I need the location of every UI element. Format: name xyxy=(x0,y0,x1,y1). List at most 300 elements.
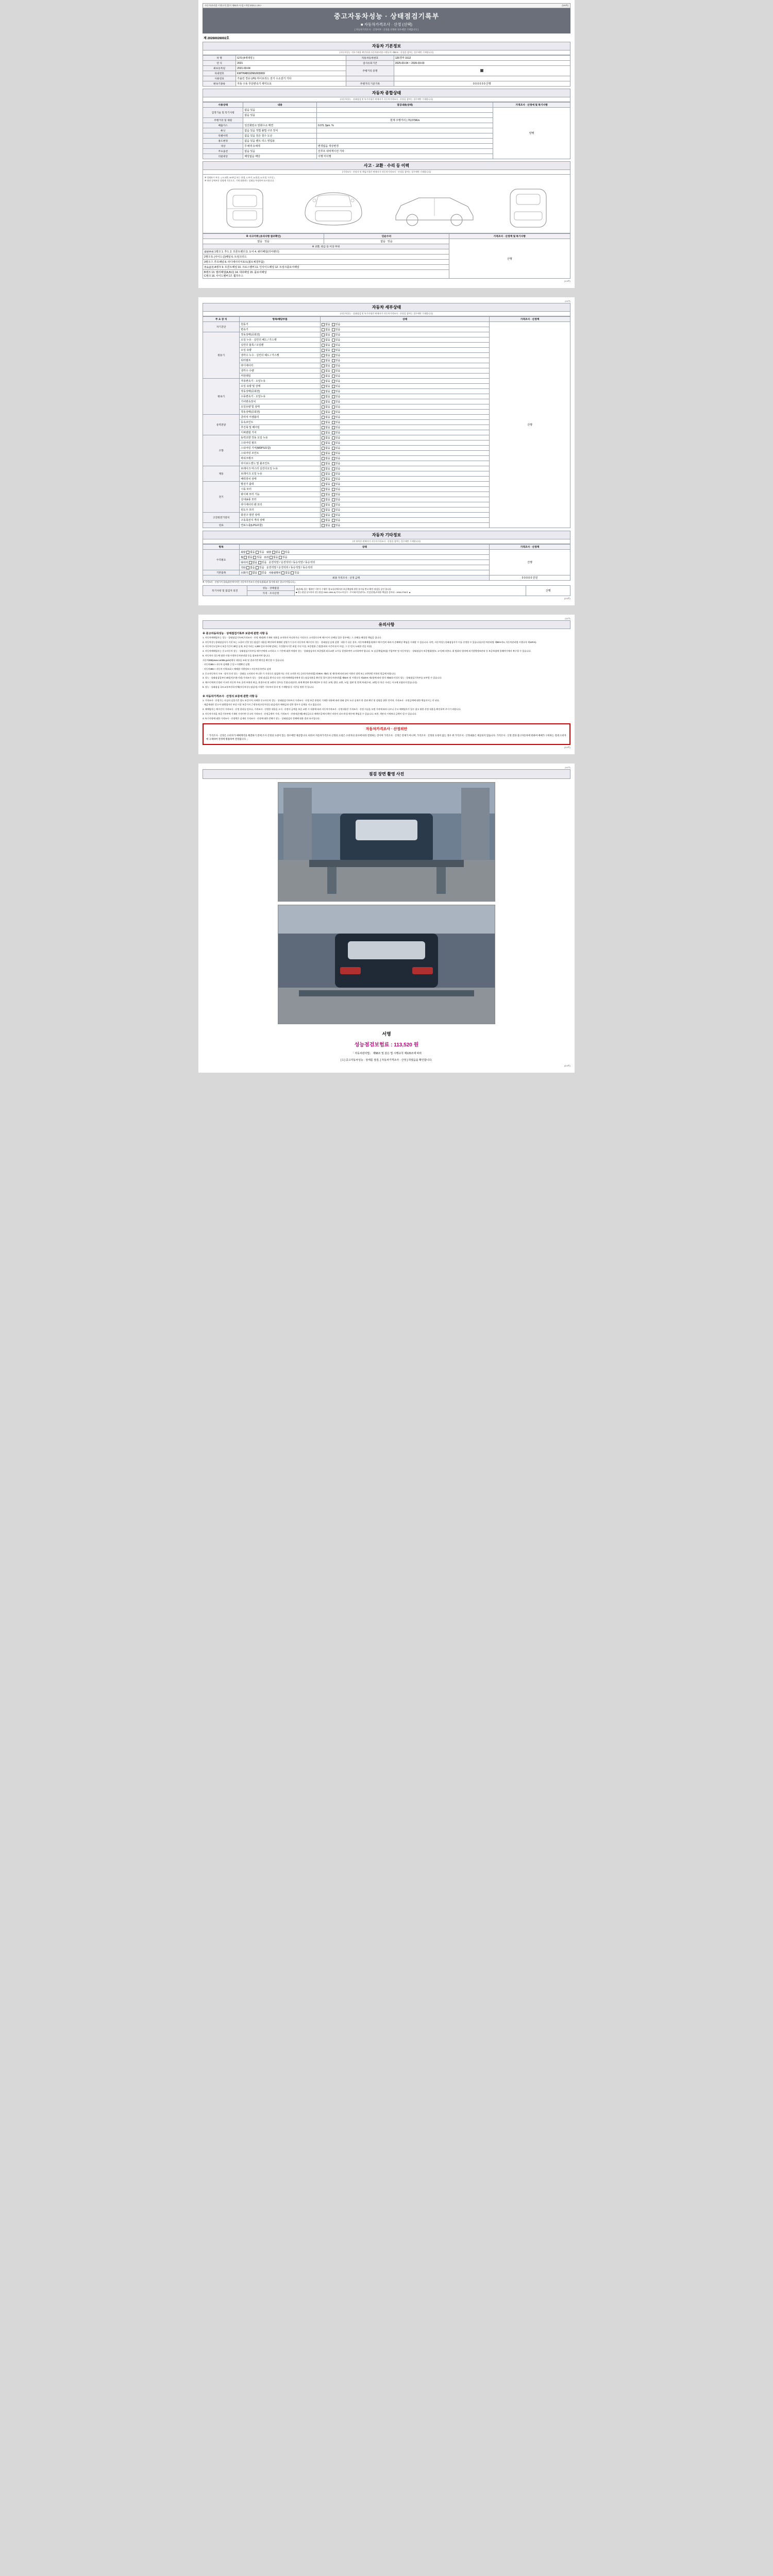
overall-row-8-b[interactable]: 없음 있음 xyxy=(243,149,317,154)
other-opt-0-0: 없음 xyxy=(249,551,255,554)
transmission-options[interactable]: 자동 수동 무단변속기 세미오토 xyxy=(236,81,346,87)
checkbox-icon[interactable] xyxy=(322,514,325,517)
detail-state-0-0[interactable] xyxy=(321,322,490,327)
frame-level-0: 1랭크 xyxy=(214,250,221,253)
other-opt2-0-1: 있음 xyxy=(284,551,290,554)
checkbox-icon[interactable] xyxy=(322,478,325,481)
tire-positions: 운전석앞 / 운전석뒤 / 동승석앞 / 동승석뒤 xyxy=(268,561,315,564)
detail-state-2-0[interactable] xyxy=(321,379,490,384)
damage-legend-2: ※ 하단 상세부분 설명에 기준으로, 기재 대용하는 상태를 특정하여 표시합니다. xyxy=(205,179,275,182)
warnings-list-2 xyxy=(203,699,570,721)
document-header-note: [ 자동차가격조사 · 산정여부 : 산정을 선택한 경우에만 기재합니다 ] xyxy=(355,28,418,31)
detail-item-1-2: 실린더 블록 / 오일팬 xyxy=(240,343,321,348)
overall-remark: 양행 xyxy=(493,108,570,159)
signature-notes xyxy=(295,586,526,596)
warning-item-2-1: · 제값제대로 알고서 대행업자인 보상 이상 보증가지 근정통의(자동차성능점검자)가 매매금과 강한 경우가 실제를 지고 없습니다. xyxy=(203,703,322,706)
detail-state-6-5[interactable] xyxy=(321,507,490,513)
checkbox-icon[interactable] xyxy=(281,571,284,574)
table-header-row xyxy=(203,234,570,239)
sign-row-1-label: 성능 · 상태점검 xyxy=(247,586,295,591)
accident-history-value[interactable]: 없음 있음 xyxy=(203,239,324,244)
frame-level-4: B랭크 xyxy=(204,271,211,274)
checkbox-icon[interactable] xyxy=(332,457,335,460)
other-col-1: 상태 xyxy=(240,545,490,550)
overall-row-1-c xyxy=(317,113,493,118)
detail-item-4-1: 스티어링 펌프 xyxy=(240,440,321,446)
detail-state-option: 있음 xyxy=(335,498,342,501)
checkbox-icon[interactable] xyxy=(258,571,261,574)
detail-state-option: 없음 xyxy=(325,493,332,496)
checkbox-icon[interactable] xyxy=(322,436,325,439)
detail-state-6-0[interactable] xyxy=(321,482,490,487)
checkbox-icon[interactable] xyxy=(322,431,325,434)
detail-item-2-6: 작동상태(공회전) xyxy=(240,410,321,415)
checkbox-icon[interactable] xyxy=(322,323,325,326)
detail-state-1-5[interactable] xyxy=(321,358,490,363)
other-row-3[interactable] xyxy=(240,565,490,570)
other-row-0[interactable] xyxy=(240,550,490,555)
checkbox-icon[interactable] xyxy=(270,556,273,559)
overall-row-9-b[interactable]: 해당없음 해당 xyxy=(243,154,317,159)
checkbox-icon[interactable] xyxy=(322,503,325,506)
detail-group-6: 전기 xyxy=(203,482,240,513)
detail-state-option: 없음 xyxy=(325,323,332,326)
checkbox-icon[interactable] xyxy=(332,498,335,501)
checkbox-icon[interactable] xyxy=(332,328,335,331)
checkbox-icon[interactable] xyxy=(322,395,325,398)
checkbox-icon[interactable] xyxy=(332,493,335,496)
checkbox-icon[interactable] xyxy=(291,571,294,574)
other-key2-0: 내장 xyxy=(266,551,272,554)
checkbox-icon[interactable] xyxy=(322,421,325,424)
other-opt-1-0: 없음 xyxy=(247,556,253,559)
other-opt-4-0: 없음 xyxy=(252,571,258,574)
checkbox-icon[interactable] xyxy=(246,551,249,554)
detail-state-1-6[interactable] xyxy=(321,363,490,368)
detail-state-4-4[interactable] xyxy=(321,456,490,461)
checkbox-icon[interactable] xyxy=(480,69,483,72)
checkbox-icon[interactable] xyxy=(332,359,335,362)
checkbox-icon[interactable] xyxy=(322,452,325,455)
fee-value: 113,520 원 xyxy=(394,1042,419,1048)
detail-group-8: 연료 xyxy=(203,523,240,528)
page-3-topmark: (3/4쪽) xyxy=(565,618,570,620)
overall-row-5-b[interactable]: 없음 있음 전손 침수 도난 xyxy=(243,133,317,139)
other-opt2-1-1: 있음 xyxy=(282,556,288,559)
frame-row-1 xyxy=(203,255,449,260)
detail-state-option: 있음 xyxy=(335,519,342,522)
overall-row-0-c xyxy=(317,108,493,113)
detail-state-2-6[interactable] xyxy=(321,410,490,415)
checkbox-icon[interactable] xyxy=(249,561,252,564)
detail-state-1-7[interactable] xyxy=(321,368,490,374)
detail-state-option: 있음 xyxy=(335,400,342,403)
legal-notice-body: 「 가격조사 · 산정은 소비자가 매매계약을 체결하기 전에 조사 산정의 요청이 있는 경우에만 제공합니다. 따라서 자동차가격조사·산정의 요청은 소비자의 의사에 따라 결정하는 것이며 가격조사 · 산정은 강제가 아니며, 가격조사 · 산정의 요청이 없는 경우 위 가격조사 · 산정내용은 제공되지 않습니다. 가격조사 · 산정 결과 중고자동차에 한하여 매매가 구비하는 절대 소비자에 규제하여 결정에 활용하여 결정됩니다. 」 xyxy=(206,734,566,740)
checkbox-icon[interactable] xyxy=(322,524,325,527)
detail-state-option: 있음 xyxy=(335,478,342,481)
detail-state-6-3[interactable] xyxy=(321,497,490,502)
checkbox-icon[interactable] xyxy=(332,488,335,491)
other-row-1[interactable] xyxy=(240,555,490,560)
checkbox-icon[interactable] xyxy=(332,416,335,419)
checkbox-icon[interactable] xyxy=(332,431,335,434)
detail-state-option: 없음 xyxy=(325,338,332,342)
checkbox-icon[interactable] xyxy=(332,514,335,517)
detail-state-4-1[interactable] xyxy=(321,440,490,446)
detail-state-3-0[interactable] xyxy=(321,415,490,420)
section-sub-detail: (자동차성능 · 상태점검 및 특기사항은 판매자가 자동차가격조사 · 산정을 참여는 경우에만 기재합니다) xyxy=(203,312,570,316)
checkbox-icon[interactable] xyxy=(246,566,249,569)
overall-row-8-a: 주요옵션 xyxy=(203,149,243,154)
other-key2-4: 사용설명서 xyxy=(268,572,281,574)
checkbox-icon[interactable] xyxy=(332,519,335,522)
checkbox-icon[interactable] xyxy=(332,400,335,403)
detail-item-0-0: 원동기 xyxy=(240,322,321,327)
detail-state-option: 없음 xyxy=(325,488,332,491)
checkbox-icon[interactable] xyxy=(322,488,325,491)
detail-item-4-5: 타이로드엔드 및 볼조인트 xyxy=(240,461,321,466)
detail-state-option: 있음 xyxy=(335,457,342,460)
checkbox-icon[interactable] xyxy=(332,354,335,357)
basic-label-2: 최초등록일 xyxy=(203,66,236,71)
other-opt2-4-0: 없음 xyxy=(285,571,290,574)
basic-value2-1: 2025-03-04 ~ 2026-03-03 xyxy=(394,61,570,66)
detail-state-3-2[interactable] xyxy=(321,425,490,430)
detail-state-option: 있음 xyxy=(335,514,342,517)
checkbox-icon[interactable] xyxy=(332,509,335,512)
detail-item-7-0: 충전구 절연 상태 xyxy=(240,513,321,518)
detail-state-option: 없음 xyxy=(325,483,332,486)
overall-row-3-b[interactable]: 일산화탄소 탄화수소 매연 xyxy=(243,123,317,128)
inspection-photo-rear xyxy=(278,905,495,1024)
checkbox-icon[interactable] xyxy=(322,385,325,388)
section-title-warnings: 유의사항 xyxy=(203,620,570,629)
checkbox-icon[interactable] xyxy=(322,462,325,465)
detail-state-6-4[interactable] xyxy=(321,502,490,507)
detail-item-1-3: 오일 유량 xyxy=(240,348,321,353)
detail-state-option: 있음 xyxy=(335,385,342,388)
page-4 xyxy=(198,764,575,1073)
detail-item-4-4: 파워크랭크 xyxy=(240,456,321,461)
other-key-4: 소화기 xyxy=(241,572,248,574)
detail-state-option: 없음 xyxy=(325,354,332,357)
checkbox-icon[interactable] xyxy=(332,344,335,347)
detail-state-option: 있음 xyxy=(335,421,342,424)
overall-row-5-a: 특별이력 xyxy=(203,133,243,139)
basic-value-0: G70 (4세대열 ) xyxy=(236,56,346,61)
checkbox-icon[interactable] xyxy=(332,411,335,414)
car-side-view-icon xyxy=(391,185,478,231)
page-1-topbar xyxy=(203,3,570,8)
detail-state-option: 없음 xyxy=(325,514,332,517)
checkbox-icon[interactable] xyxy=(332,380,335,383)
detail-state-option: 있음 xyxy=(335,447,342,450)
detail-state-4-5[interactable] xyxy=(321,461,490,466)
checkbox-icon[interactable] xyxy=(332,375,335,378)
detail-state-2-2[interactable] xyxy=(321,389,490,394)
other-row-4[interactable] xyxy=(240,570,490,575)
detail-state-option: 없음 xyxy=(325,400,332,403)
car-diagram xyxy=(205,182,568,231)
warning-item-5: 자동차365(www.car365.go.kr)에서 내용을 조회 및 결과기반 확인을 확인할 수 있습니다. xyxy=(203,658,284,662)
other-info-table xyxy=(203,544,570,581)
overall-row-9-c[interactable]: 이행 미이행 xyxy=(317,154,493,159)
checkbox-icon[interactable] xyxy=(272,551,275,554)
checkbox-icon[interactable] xyxy=(332,447,335,450)
overall-row-6-b[interactable]: 없음 있음 렌트 리스 영업용 xyxy=(243,139,317,144)
checkbox-icon[interactable] xyxy=(332,524,335,527)
checkbox-icon[interactable] xyxy=(332,472,335,476)
checkbox-icon[interactable] xyxy=(322,472,325,476)
detail-state-option: 있음 xyxy=(335,405,342,409)
overall-row-0-a: 검정기술 및 특기사항 xyxy=(203,108,243,118)
checkbox-icon[interactable] xyxy=(322,354,325,357)
signature-stamp: 산행 xyxy=(526,586,570,596)
frame-level-3: A랭크 xyxy=(214,266,221,269)
inspection-insurance-fee xyxy=(203,1038,570,1050)
detail-state-2-1[interactable] xyxy=(321,384,490,389)
table-header-row xyxy=(203,545,570,550)
warning-item-6: · 자동차365 > 자동차 실매출 근성 > 이행확인 실행 xyxy=(203,663,250,666)
section-title-basic: 자동차 기본정보 xyxy=(203,42,570,50)
checkbox-icon[interactable] xyxy=(332,333,335,336)
overall-col-2: 점검내용(상태) xyxy=(317,103,493,108)
detail-state-option: 없음 xyxy=(325,452,332,455)
detail-state-1-0[interactable] xyxy=(321,332,490,337)
fee-label: 성능점검보험료 : xyxy=(354,1042,393,1048)
detail-item-2-2: 작동상태(공회전) xyxy=(240,389,321,394)
detail-state-4-3[interactable] xyxy=(321,451,490,456)
checkbox-icon[interactable] xyxy=(332,338,335,342)
basic-value-1: 2021 xyxy=(236,61,346,66)
checkbox-icon[interactable] xyxy=(332,442,335,445)
odometer-proof xyxy=(394,66,570,76)
checkbox-icon[interactable] xyxy=(322,483,325,486)
detail-state-option: 없음 xyxy=(325,472,332,476)
detail-col-0: 주 요 장 치 xyxy=(203,317,240,322)
detail-item-6-1: 시동 모터 xyxy=(240,487,321,492)
checkbox-icon[interactable] xyxy=(322,338,325,342)
checkbox-icon[interactable] xyxy=(322,344,325,347)
checkbox-icon[interactable] xyxy=(322,467,325,470)
checkbox-icon[interactable] xyxy=(332,405,335,409)
checkbox-icon[interactable] xyxy=(332,478,335,481)
document-number: 제 20260026002호 xyxy=(204,37,229,40)
detail-item-2-3: 수동변속기 · 오일누유 xyxy=(240,394,321,399)
detail-item-6-2: 와이퍼 모터 기능 xyxy=(240,492,321,497)
section-sub-accident: (가격조사 · 산정자 및 책임시항은 판매자가 자동차가격조사 · 산정을 참여는 경우에만 기재합니다) xyxy=(203,170,570,175)
accident-col-0: ※ 사고이력 (유의사항 참조확인) xyxy=(203,234,324,239)
detail-state-3-3[interactable] xyxy=(321,430,490,435)
checkbox-icon[interactable] xyxy=(332,364,335,367)
detail-state-2-5[interactable] xyxy=(321,404,490,410)
detail-state-5-1[interactable] xyxy=(321,471,490,477)
detail-group-3: 동력전달 xyxy=(203,415,240,435)
checkbox-icon[interactable] xyxy=(322,519,325,522)
checkbox-icon[interactable] xyxy=(322,411,325,414)
detail-state-4-2[interactable] xyxy=(321,446,490,451)
simple-repair-value[interactable]: 없음 있음 xyxy=(324,239,449,244)
overall-row-4-b[interactable]: 없음 있음 적법 불법 구조 장치 xyxy=(243,128,317,133)
checkbox-icon[interactable] xyxy=(332,390,335,393)
checkbox-icon[interactable] xyxy=(322,328,325,331)
frame-row-3 xyxy=(203,265,449,270)
checkbox-icon[interactable] xyxy=(322,390,325,393)
detail-item-3-0: 클러치 어셈블리 xyxy=(240,415,321,420)
checkbox-icon[interactable] xyxy=(332,452,335,455)
checkbox-icon[interactable] xyxy=(253,556,256,559)
frame-row-2 xyxy=(203,260,449,265)
detail-state-option: 없음 xyxy=(325,431,332,434)
other-positions: 운전석앞 / 운전석뒤 / 동승석앞 / 동승석뒤 xyxy=(266,566,313,569)
frame-level-1: 2랭크 xyxy=(204,256,211,259)
checkbox-icon[interactable] xyxy=(322,359,325,362)
other-row-2[interactable] xyxy=(240,560,490,565)
checkbox-icon[interactable] xyxy=(258,561,261,564)
detail-state-option: 있음 xyxy=(335,359,342,362)
warning-item-2-4: 4. 특기사항에 대한 가격조사 · 산정액은 실제의 가격조사 · 산정에 대한 견해가 성능 · 상태점검의 견해에 대용 결과 표시입니다. xyxy=(203,717,320,720)
checkbox-icon[interactable] xyxy=(322,349,325,352)
basic-label-3: 차대번호 xyxy=(203,71,236,76)
detail-table-body xyxy=(203,322,570,528)
detail-state-option: 없음 xyxy=(325,421,332,424)
table-row xyxy=(203,81,570,87)
section-title-other: 자동차 기타정보 xyxy=(203,531,570,539)
checkbox-icon[interactable] xyxy=(332,323,335,326)
checkbox-icon[interactable] xyxy=(332,462,335,465)
detail-item-3-1: 등속죠인트 xyxy=(240,420,321,425)
detail-state-option: 없음 xyxy=(325,436,332,439)
checkbox-icon[interactable] xyxy=(332,369,335,372)
checkbox-icon[interactable] xyxy=(281,551,284,554)
detail-item-4-0: 동력조향 작동 오일 누유 xyxy=(240,435,321,440)
warning-item-1: 2. 자동차성능상태점검자가 거짓 또는 소홀히 인한 성능점검은 내용을 확인하여 매매된 설명기기 등의 자동차의 매수인의 성능 · 상태점검 실제 검행 · 내용기 다른 경우, 자동차매매업자(매수 매수인)이 따라서 손해배상 책임을 지재할 수 있습니다. 다만, 자동차성능상태점검자가 이를 산정할 수 있습니다(자동차관리법 제58조의4, 자동차관리법 시행규칙 제120조). xyxy=(203,640,537,643)
checkbox-icon[interactable] xyxy=(332,349,335,352)
document-subtitle: ■ 자동차가격조사 · 산정 (선택) xyxy=(360,22,413,27)
page-number: (1/4쪽) xyxy=(562,4,568,7)
detail-item-5-0: 브레이크 마스터 실린더오일 누유 xyxy=(240,466,321,471)
detail-state-option: 있음 xyxy=(335,431,342,434)
checkbox-icon[interactable] xyxy=(256,551,259,554)
detail-state-option: 있음 xyxy=(335,462,342,465)
checkbox-icon[interactable] xyxy=(322,442,325,445)
detail-state-1-8[interactable] xyxy=(321,374,490,379)
checkbox-icon[interactable] xyxy=(332,467,335,470)
checkbox-icon[interactable] xyxy=(322,369,325,372)
overall-row-8-c[interactable]: 선루프 내비게이션 기타 xyxy=(317,149,493,154)
frame-value-1: 5. (사이드실)패널 6. 트렁크리드 xyxy=(211,256,247,259)
detail-item-1-8: 커먼레일 xyxy=(240,374,321,379)
checkbox-icon[interactable] xyxy=(332,483,335,486)
legal-notice-title: 자동차가격조사 · 산정의안 xyxy=(365,727,408,732)
detail-state-option: 있음 xyxy=(335,442,342,445)
overall-row-7-b[interactable]: 무채색 유채색 xyxy=(243,144,317,149)
checkbox-icon[interactable] xyxy=(332,395,335,398)
detail-state-5-2[interactable] xyxy=(321,477,490,482)
basic-label-1: 연 식 xyxy=(203,61,236,66)
other-key-0: 외장 xyxy=(241,551,246,554)
checkbox-icon[interactable] xyxy=(279,556,282,559)
other-opt-3-1: 있음 xyxy=(259,566,264,569)
detail-state-1-4[interactable] xyxy=(321,353,490,358)
checkbox-icon[interactable] xyxy=(322,380,325,383)
warnings-intro: ※ 중고자동차성능 · 상태점검기록부 보증에 관한 사항 등 xyxy=(203,632,268,635)
detail-state-2-3[interactable] xyxy=(321,394,490,399)
checkbox-icon[interactable] xyxy=(332,436,335,439)
page-1 xyxy=(198,0,575,288)
detail-state-0-1[interactable] xyxy=(321,327,490,332)
detail-state-option: 있음 xyxy=(335,380,342,383)
checkbox-icon[interactable] xyxy=(322,498,325,501)
fuel-options[interactable]: 가솔린 경유 LPG 하이브리드 전기 수소전기 기타 xyxy=(236,76,346,81)
detail-state-5-0[interactable] xyxy=(321,466,490,471)
checkbox-icon[interactable] xyxy=(322,447,325,450)
checkbox-icon[interactable] xyxy=(322,405,325,409)
checkbox-icon[interactable] xyxy=(322,493,325,496)
checkbox-icon[interactable] xyxy=(249,571,252,574)
checkbox-icon[interactable] xyxy=(322,375,325,378)
detail-state-3-1[interactable] xyxy=(321,420,490,425)
overall-row-1-b[interactable]: 없음 있음 xyxy=(243,113,317,118)
detail-state-option: 있음 xyxy=(335,524,342,527)
checkbox-icon[interactable] xyxy=(322,416,325,419)
overall-row-7-c[interactable]: 변경없음 색상변경 xyxy=(317,144,493,149)
detail-item-0-1: 변속기 xyxy=(240,327,321,332)
detail-state-6-2[interactable] xyxy=(321,492,490,497)
other-opt-4-1: 있음 xyxy=(261,571,267,574)
table-row xyxy=(203,66,570,71)
warning-item-8: 2. 중고자동차의 구조 · 장치 등의 성능 · 상태를 고지하지 아니한 가 거짓으로 점검하거나 거짓 고지한 자는 [자동차관리법] 제 80조 제6호 및 제7호에 따라 2년 이하의 징역 또는 2천만원 이하의 벌금에 처합니다. xyxy=(203,672,396,675)
detail-state-7-0[interactable] xyxy=(321,513,490,518)
basic-value-2: 2021-03-04 xyxy=(236,66,346,71)
checkbox-icon[interactable] xyxy=(332,421,335,424)
checkbox-icon[interactable] xyxy=(322,364,325,367)
detail-state-4-0[interactable] xyxy=(321,435,490,440)
checkbox-icon[interactable] xyxy=(322,457,325,460)
overall-row-0-b[interactable]: 없음 있음 xyxy=(243,108,317,113)
section-sub-other: (비 항목은 판매자가 자동차가격조사 · 산정을 참여는 경우에만 기재합니다) xyxy=(203,539,570,544)
detail-state-7-1[interactable] xyxy=(321,518,490,523)
warning-item-2-2: 2. 매매업자는 매수인이 가격조사 · 산정 결과를 믿으나, 가격조사 · 산정한 내용을 고지 · 산정의 금액을 보증 교환 시 내용에 따라 자동차가격조사 · 산정내용은 가격조사 · 산정 사실을 모면 가격에 따라 다르니 중고 매매업자가 입수 참고 위한 산정 내용을 확인하여 주시기 바랍니다. xyxy=(203,708,461,711)
checkbox-icon[interactable] xyxy=(332,426,335,429)
checkbox-icon[interactable] xyxy=(322,333,325,336)
detail-state-1-1[interactable] xyxy=(321,337,490,343)
detail-item-1-1: 오일 누유 · 실린더 헤드 / 가스켓 xyxy=(240,337,321,343)
checkbox-icon[interactable] xyxy=(244,556,247,559)
checkbox-icon[interactable] xyxy=(322,426,325,429)
detail-state-6-1[interactable] xyxy=(321,487,490,492)
basic-value2-5: 0 0 0 0 0 0 산행 xyxy=(394,81,570,87)
overall-row-6-a: 용도변경 xyxy=(203,139,243,144)
remark-label: 특기사항 및 점검자 의견 xyxy=(203,586,247,596)
basic-info-table xyxy=(203,55,570,87)
detail-state-1-3[interactable] xyxy=(321,348,490,353)
detail-item-3-3: 디퍼렌셜 기어 xyxy=(240,430,321,435)
detail-state-1-2[interactable] xyxy=(321,343,490,348)
frame-value-4: 13. 필러패널(A,B,C) 14. 대쉬패널 15. 플로어패널 xyxy=(211,271,267,274)
checkbox-icon[interactable] xyxy=(322,509,325,512)
frame-level-2: 3랭크 xyxy=(204,261,211,264)
detail-item-6-0: 발전기 출력 xyxy=(240,482,321,487)
detail-state-option: 있음 xyxy=(335,364,342,367)
checkbox-icon[interactable] xyxy=(332,385,335,388)
detail-state-8-0[interactable] xyxy=(321,523,490,528)
checkbox-icon[interactable] xyxy=(332,503,335,506)
checkbox-icon[interactable] xyxy=(322,400,325,403)
detail-state-2-4[interactable] xyxy=(321,399,490,404)
warnings-list xyxy=(203,636,570,689)
checkbox-icon[interactable] xyxy=(256,566,259,569)
